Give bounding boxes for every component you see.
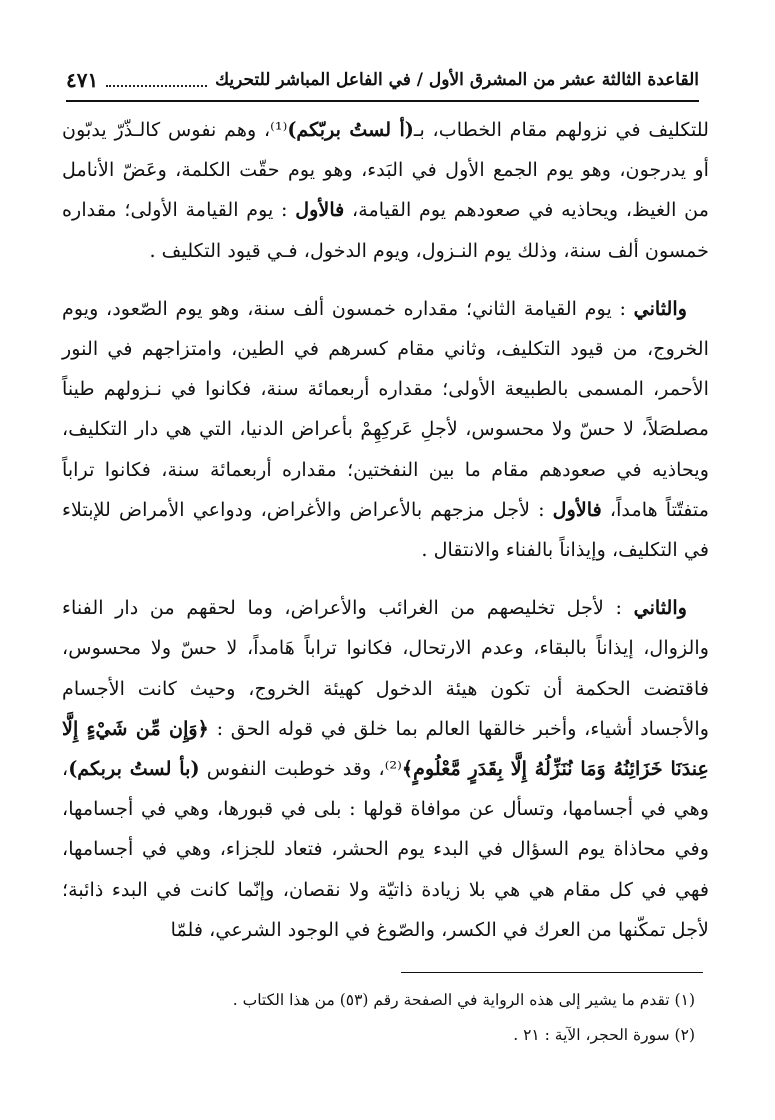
- footnote-2: (٢) سورة الحجر، الآية : ٢١ .: [513, 1026, 695, 1044]
- paragraph: [62, 110, 709, 271]
- text-run: : يوم القيامة الأولى؛ مقداره خمسون ألف سنة، وذلك يوم النـزول، ويوم الدخول، فـي قيود التكليف .: [62, 198, 709, 262]
- bold-run: ﴿وَإِن مِّن شَيْءٍ إِلَّا عِندَنَا خَزَائِنُهُ وَمَا نُنَزِّلُهُ إِلَّا بِقَدَرٍ مَّعْلُومٍ﴾: [62, 716, 709, 781]
- footnote-1: (١) تقدم ما يشير إلى هذه الرواية في الصفحة رقم (٥٣) من هذا الكتاب .: [232, 991, 695, 1009]
- paragraph: [62, 289, 709, 570]
- header-rule: [66, 100, 699, 102]
- text-run: ⁽²⁾، وقد خوطبت النفوس: [199, 757, 402, 781]
- footnotes: [100, 983, 695, 1053]
- bold-run: (أ لستُ بربّكم): [287, 118, 414, 141]
- page-number: ٤٧١: [66, 68, 99, 92]
- header-title: القاعدة الثالثة عشر من المشرق الأول / في الفاعل المباشر للتحريك: [215, 70, 699, 90]
- header-dot-leader: [106, 73, 207, 87]
- footnote-separator: [401, 972, 703, 973]
- text-run: : لأجل تخليصهم من الغرائب والأعراض، وما لحقهم من دار الفناء والزوال، إيذاناً بالبقاء، وعدم الارتحال، فكانوا تراباً هَامداً، لا حسّ ولا محسوس، فاقتضت الحكمة أن تكون هيئة الدخول كهيئة الخروج، وحيث كانت الأجسام والأجساد أشياء، وأخبر خالقها العالم بما خلق في قوله الحق :: [62, 596, 709, 740]
- text-run: ، وهي في أجسامها، وتسأل عن موافاة قولها : بلى في قبورها، وهي في أجسامها، وفي محاذاة يوم السؤال في البدء يوم الحشر، فتعاد للجزاء، وهي في أجسامها، فهي في كل مقام هي هي بلا زيادة ذاتيّة ولا نقصان، وإنّما كانت في البدء ذائبة؛ لأجل تمكّنها من العرك في الكسر، والصّوغ في الوجود الشرعي، فلمّا: [62, 757, 709, 941]
- main-text: [62, 110, 709, 950]
- text-run: للتكليف في نزولهم مقام الخطاب، بـ: [413, 118, 709, 141]
- text-run: ⁽¹⁾، وهم نفوس كالـذّرّ يدبّون أو يدرجون، وهو يوم الجمع الأول في البَدء، وهو يوم حقّت الكلمة، وعَضّ الأنامل من الغيظ، ويحاذيه في صعودهم يوم القيامة،: [62, 118, 709, 222]
- bold-run: (بأ لستُ بربكم): [68, 757, 200, 781]
- text-run: : يوم القيامة الثاني؛ مقداره خمسون ألف سنة، وهو يوم الصّعود، ويوم الخروج، من قيود التكليف، وثاني مقام كسرهم في الطين، وامتزاجهم في النور الأحمر، المسمى بالطبيعة الأولى؛ مقداره أربعمائة سنة، فكانوا في نـزولهم طيناً مصلصَلاً، لا حسّ ولا محسوس، لأجلِ عَركِهِمْ بأعراض الدنيا، التي هي دار التكليف، ويحاذيه في صعودهم مقام ما بين النفختين؛ مقداره أربعمائة سنة، فكانوا تراباً متفتّتاً هامداً،: [62, 296, 709, 521]
- paragraph: [62, 588, 709, 950]
- bold-run: والثاني: [633, 296, 687, 320]
- text-run: : لأجل مزجهم بالأعراض والأغراض، ودواعي الأمراض للإبتلاء في التكليف، وإيذاناً بالفناء والانتقال .: [62, 497, 709, 562]
- bold-run: والثاني: [633, 596, 687, 620]
- running-header: [66, 62, 699, 98]
- bold-run: فالأول: [295, 198, 345, 222]
- bold-run: فالأول: [552, 497, 602, 521]
